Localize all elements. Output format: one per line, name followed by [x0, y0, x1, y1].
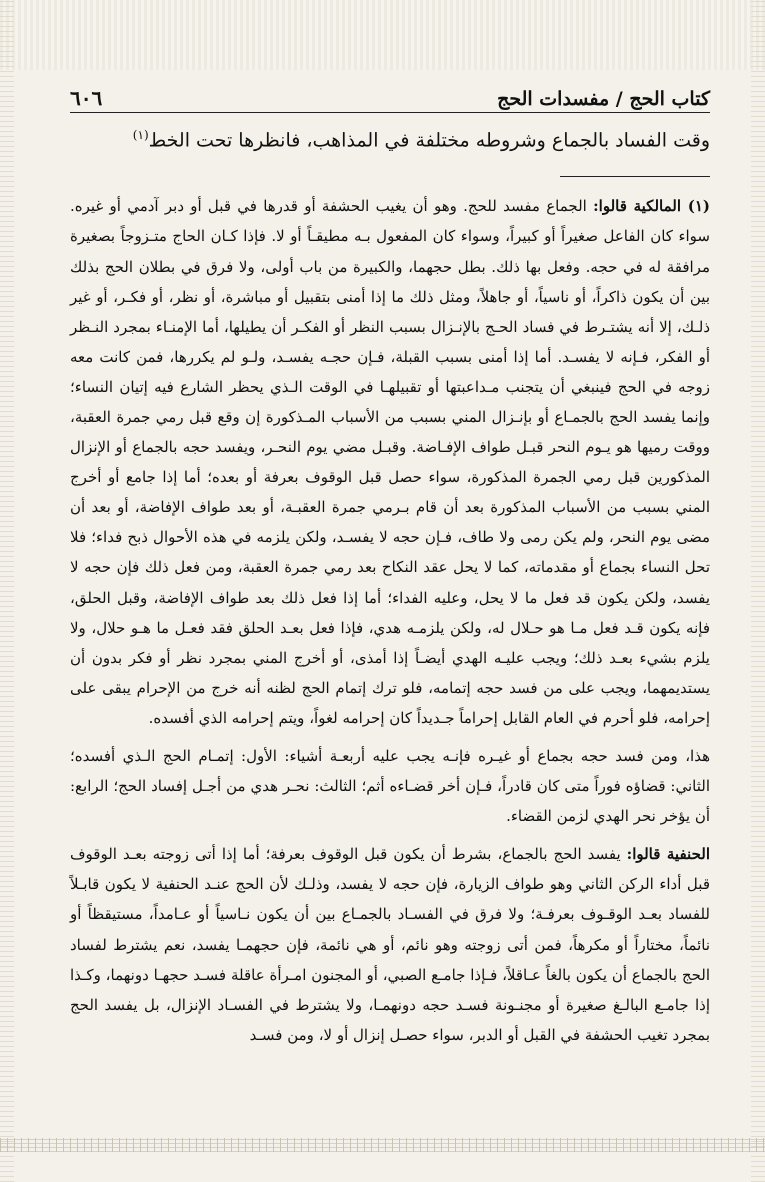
- footnote-lead-hanafiyya: الحنفية قالوا:: [626, 845, 710, 864]
- footnote-paragraph-obligations: هذا، ومن فسد حجه بجماع أو غيـره فإنـه يجب عليه أربعـة أشياء: الأول: إتمـام الحج الـذي أفسده؛ الثاني: قضاؤه فوراً متى كان قادراً، فـإن أخر قضـاءه أثم؛ الثالث: نحـر هدي من أجـل إفساد الحج؛ الرابع: أن يؤخر نحر الهدي لزمن القضاء.: [70, 747, 710, 826]
- main-text: وقت الفساد بالجماع وشروطه مختلفة في المذاهب، فانظرها تحت الخط: [148, 129, 710, 152]
- page-top-texture: [0, 0, 765, 70]
- bottom-ornamental-border: [0, 1138, 765, 1152]
- footnote-paragraph-malikiyya: [70, 191, 710, 733]
- footnote-paragraph-hanafiyya: [70, 839, 710, 1050]
- footnotes: [70, 191, 710, 1050]
- footnote-separator: [560, 176, 710, 177]
- footnote-lead-malikiyya: (١) المالكية قالوا:: [593, 197, 710, 216]
- footnote-body-hanafiyya: يفسد الحج بالجماع، بشرط أن يكون قبل الوقوف بعرفة؛ أما إذا أتى زوجته بعـد الوقوف قبل أداء الركن الثاني وهو طواف الزيارة، فإن حجه لا يفسد، وذلـك لأن الحج عنـد الحنفية لا يكون قابـلاً للفساد بعـد الوقـوف بعرفـة؛ ولا فرق في الفسـاد بالجمـاع بين أن يكون نـاسياً أو عـامداً، مستيقظاً أو نائماً، مختاراً أو مكرهاً، فمن أتى زوجته وهو نائم، أو هي نائمة، فإن حجهمـا يفسد، نعم يشترط لفساد الحج بالجماع أن يكون بالغاً عـاقلاً، فـإذا جامـع الصبي، أو المجنون امـرأة عاقلة فسـد حجهـا دونهما، وكـذا إذا جامـع البالـغ صغيرة أو مجنـونة فسـد حجه دونهمـا، ولا يشترط في الفسـاد الإنزال، بل يفسد الحج بمجرد تغيب الحشفة في القبل أو الدبر، سواء حصـل إنزال أو لا، ومن فسـد: [70, 845, 710, 1044]
- left-border-decoration: [0, 0, 14, 1182]
- page-header: [70, 80, 710, 113]
- footnote-body-malikiyya: الجماع مفسد للحج. وهو أن يغيب الحشفة أو قدرها في قبل أو دبر آدمي أو غيره. سواء كان الفاعل صغيراً أو كبيراً، وسواء كان المفعول بـه مطيقـاً أو لا. فإذا كـان الحاج متـزوجاً بصغيرة مرافقة له في حجه. وفعل بها ذلك. بطل حجهما، والكبيرة من باب أولى، ولا فرق في بطلان الحج بذلك بين أن يكون ذاكراً، أو ناسياً، أو جاهلاً، ومثل ذلك ما إذا أمنى بتقبيل أو مباشرة، أو نظر، أو فكـر، أو غير ذلـك، إلا أنه يشتـرط في فساد الحـج بالإنـزال بسبب النظر أو الفكـر أن يطيلها، أما الإمنـاء بمجرد النـظر أو الفكر، فـإنه لا يفسـد. أما إذا أمنى بسبب القبلة، فـإن حجـه يفسـد، ولـو لم يكررها، فمن كانت معه زوجه في الحج فينبغي أن يتجنب مـداعبتها أو تقبيلهـا في الوقت الـذي يحظر الشارع فيه إتيان النساء؛ وإنما يفسد الحج بالجمـاع أو بإنـزال المني بسبب من الأسباب المـذكورة إن وقع قبل رمي جمرة العقبة، ووقت رميها هو يـوم النحر قبـل طواف الإفـاضة. وقبـل مضي يوم النحـر، ويفسد حجه بالجماع أو الإنزال المذكورين قبل رمي الجمرة المذكورة، سواء حصل قبل الوقوف بعرفة أو بعده؛ أما إذا جامع أو أخرج المني بسبب من الأسباب المذكورة بعد أن قام بـرمي جمرة العقبـة، أو بعد طواف الإفاضة، أو بعد أن مضى يوم النحر، ولم يكن رمى ولا طاف، فـإن حجه لا يفسـد، ولكن يلزمه في هذه الأحوال ذبح فداء؛ فلا تحل النساء بجماع أو مقدماته، كما لا يحل عقد النكاح بعد رمي جمرة العقبة، ومن فعل ذلك فإن حجه لا يفسد، ولكن يكون قد فعل ما لا يحل، وعليه الفداء؛ أما إذا فعل ذلك بعد طواف الإفاضة، وقبل الحلق، فإنه يكون قـد فعل مـا هو حـلال له، ولكن يلزمـه هدي، فإذا فعل بعـد الحلق فقد فعـل ما هـو حلال، ولا يلزم بشيء بعـد ذلك؛ ويجب عليـه الهدي أيضـاً إذا أمذى، أو أخرج المني بمجرد نظر أو فكر بدون أن يستديمهما، ويجب على من فسد حجه إتمامه، فلو ترك إتمام الحج لظنه أنه خرج من الإحرام يبقى على إحرامه، فلو أحرم في العام القابل إحراماً جـديداً كان إحرامه لغواً، ويتم إحرامه الذي أفسده.: [70, 197, 710, 727]
- page-content: [70, 80, 710, 1058]
- main-text-line: [70, 119, 710, 156]
- page-number: ٦٠٦: [70, 86, 103, 110]
- footnote-reference: (١): [132, 128, 149, 142]
- right-border-decoration: [751, 0, 765, 1182]
- running-title: كتاب الحج / مفسدات الحج: [497, 88, 710, 110]
